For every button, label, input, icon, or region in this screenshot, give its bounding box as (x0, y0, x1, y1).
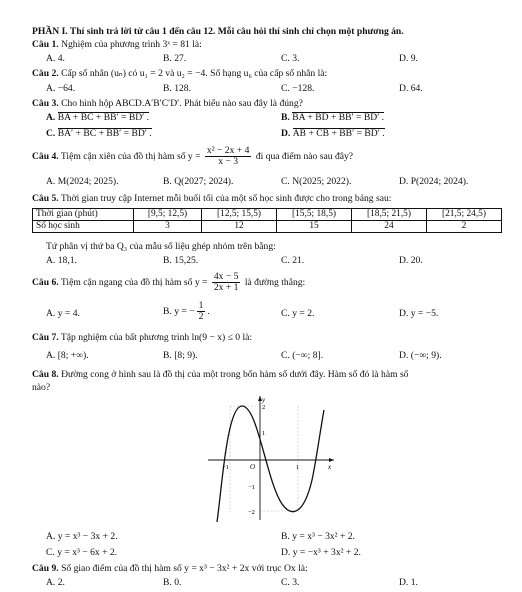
question-2 (32, 68, 327, 80)
table-cell: [9,5; 12,5) (133, 209, 201, 221)
question-label: Câu 1. (32, 39, 59, 50)
tick-label-x: 1 (296, 464, 300, 471)
question-label: Câu 9. (32, 563, 59, 574)
q1-option-b[interactable]: B. 27. (163, 53, 187, 64)
q2-option-a[interactable]: A. −64. (46, 83, 76, 94)
question-label: Câu 4. (32, 151, 59, 162)
q3-option-b[interactable]: B. BA + BD + BB′ = BD′ . (281, 112, 385, 123)
tick-label-y: −2 (248, 509, 255, 516)
question-text: Tập nghiệm của bất phương trình ln(9 − x) ≤ 0 là: (60, 332, 253, 343)
question-text: Đường cong ở hình sau là đồ thị của một trong bốn hàm số dưới đây. Hàm số đó là hàm số (61, 369, 409, 380)
table-cell: 12 (202, 221, 277, 233)
tick-label-y: 2 (262, 404, 266, 411)
question-label: Câu 2. (32, 68, 59, 79)
q1-option-d[interactable]: D. 9. (399, 53, 418, 64)
question-label: Câu 6. (32, 277, 59, 288)
q5-option-d[interactable]: D. 20. (399, 255, 423, 266)
table-cell: [21,5; 24,5) (426, 209, 501, 221)
table-cell: Số học sinh (33, 221, 134, 233)
table-cell: Thời gian (phút) (33, 209, 134, 221)
question-label: Câu 3. (32, 98, 59, 109)
q4-option-d[interactable]: D. P(2024; 2024). (399, 176, 469, 187)
q9-option-d[interactable]: D. 1. (399, 577, 418, 588)
fraction: $\frac{1}{2}$ (198, 300, 204, 323)
cubic-curve (217, 406, 324, 522)
q7-option-a[interactable]: A. [8; +∞). (46, 350, 89, 361)
q4-option-b[interactable]: B. Q(2027; 2024). (163, 176, 234, 187)
q2-option-b[interactable]: B. 128. (163, 83, 191, 94)
q7-option-c[interactable]: C. (−∞; 8]. (281, 350, 324, 361)
table-cell: 15 (277, 221, 352, 233)
x-axis-arrow-icon (329, 458, 334, 462)
q6-option-a[interactable]: A. y = 4. (46, 308, 80, 319)
grid-guides (230, 406, 298, 512)
question-1 (32, 39, 202, 51)
q2-option-c[interactable]: C. −128. (281, 83, 315, 94)
question-text: Nghiệm của phương trình 3ˣ = 81 là: (61, 39, 202, 50)
question-label: Câu 8. (32, 369, 59, 380)
q1-option-c[interactable]: C. 3. (281, 53, 300, 64)
table-cell: 2 (426, 221, 501, 233)
tick-label-x: −1 (222, 464, 229, 471)
table-cell: 24 (352, 221, 427, 233)
q8-option-d[interactable]: D. y = −x³ + 3x² + 2. (281, 547, 361, 558)
q8-option-c[interactable]: C. y = x³ − 6x + 2. (46, 547, 118, 558)
q6-option-d[interactable]: D. y = −5. (399, 308, 439, 319)
table-cell: [15,5; 18,5) (277, 209, 352, 221)
q6-option-c[interactable]: C. y = 2. (281, 308, 315, 319)
q9-option-b[interactable]: B. 0. (163, 577, 182, 588)
q5-option-a[interactable]: A. 18,1. (46, 255, 77, 266)
origin-label: O (250, 463, 256, 471)
fraction: $\frac{\text{x² − 2x + 4}}{x - 3}$ (206, 145, 250, 168)
question-text: Cho hình hộp ABCD.A′B′C′D′. Phát biểu nào sau đây là đúng? (61, 98, 303, 109)
q7-option-b[interactable]: B. [8; 9). (163, 350, 198, 361)
q4-option-c[interactable]: C. N(2025; 2022). (281, 176, 352, 187)
question-8-cont: nào? (32, 382, 51, 393)
question-8 (32, 369, 408, 381)
table-cell: [12,5; 15,5) (202, 209, 277, 221)
question-9 (32, 563, 308, 575)
q8-option-a[interactable]: A. y = x³ − 3x + 2. (46, 531, 118, 542)
fraction: $\frac{4x - 5}{2x + 1}$ (213, 271, 239, 294)
q9-option-c[interactable]: C. 3. (281, 577, 300, 588)
q9-option-a[interactable]: A. 2. (46, 577, 65, 588)
table-cell: [18,5; 21,5) (352, 209, 427, 221)
table-row (33, 209, 502, 221)
x-axis-label: x (328, 463, 332, 471)
question-6: Câu 6. Tiệm cận ngang của đồ thị hàm số y = $\frac{4x - 5}{2x + 1}$ là đường thẳng: (32, 271, 306, 294)
q8-option-b[interactable]: B. y = x³ − 3x² + 2. (281, 531, 355, 542)
section-header: PHẦN I. Thí sinh trả lời từ câu 1 đến câu 12. Mỗi câu hỏi thí sinh chỉ chọn một phương án. (32, 26, 404, 37)
question-text: Thời gian truy cập Internet mỗi buổi tối của một số học sinh được cho trong bảng sau: (60, 193, 392, 204)
question-4: Câu 4. Tiệm cận xiên của đồ thị hàm số y = $\frac{\text{x² − 2x + 4}}{x - 3}$ đi qua điểm nào sau đây? (32, 145, 354, 168)
q3-option-d[interactable]: D. AB + CB + BB′ = BD′ . (281, 128, 385, 139)
table-row (33, 221, 502, 233)
q3-option-c[interactable]: C. BA′ + BC + BB′ = BD′ . (46, 128, 152, 139)
y-axis-label: y (262, 396, 266, 404)
question-text: Số giao điểm của đồ thị hàm số y = x³ − 3x² + 2x với trục Ox là: (61, 563, 308, 574)
question-label: Câu 7. (32, 332, 59, 343)
tick-label-y: 1 (262, 430, 266, 437)
table-cell: 3 (133, 221, 201, 233)
question-3 (32, 98, 303, 110)
frequency-table (32, 208, 502, 233)
q3-option-a[interactable]: A. BA + BC + BB′ = BD′ . (46, 112, 150, 123)
q5-followup: Tứ phân vị thứ ba Q₃ của mẫu số liệu ghép nhóm trên bằng: (46, 241, 276, 252)
question-label: Câu 5. (32, 193, 59, 204)
tick-label-y: −1 (248, 484, 255, 491)
q5-option-c[interactable]: C. 21. (281, 255, 305, 266)
q2-option-d[interactable]: D. 64. (399, 83, 423, 94)
q7-option-d[interactable]: D. (−∞; 9). (399, 350, 442, 361)
question-text: Cấp số nhân (uₙ) có u₁ = 2 và u₂ = −4. Số hạng u₆ của cấp số nhân là: (61, 68, 328, 79)
q4-option-a[interactable]: A. M(2024; 2025). (46, 176, 119, 187)
question-5 (32, 193, 391, 205)
q6-option-b[interactable]: B. y = − $\frac{1}{2}$ . (163, 300, 210, 323)
q5-option-b[interactable]: B. 15,25. (163, 255, 199, 266)
question-7 (32, 332, 252, 344)
function-graph (200, 392, 340, 524)
q1-option-a[interactable]: A. 4. (46, 53, 65, 64)
